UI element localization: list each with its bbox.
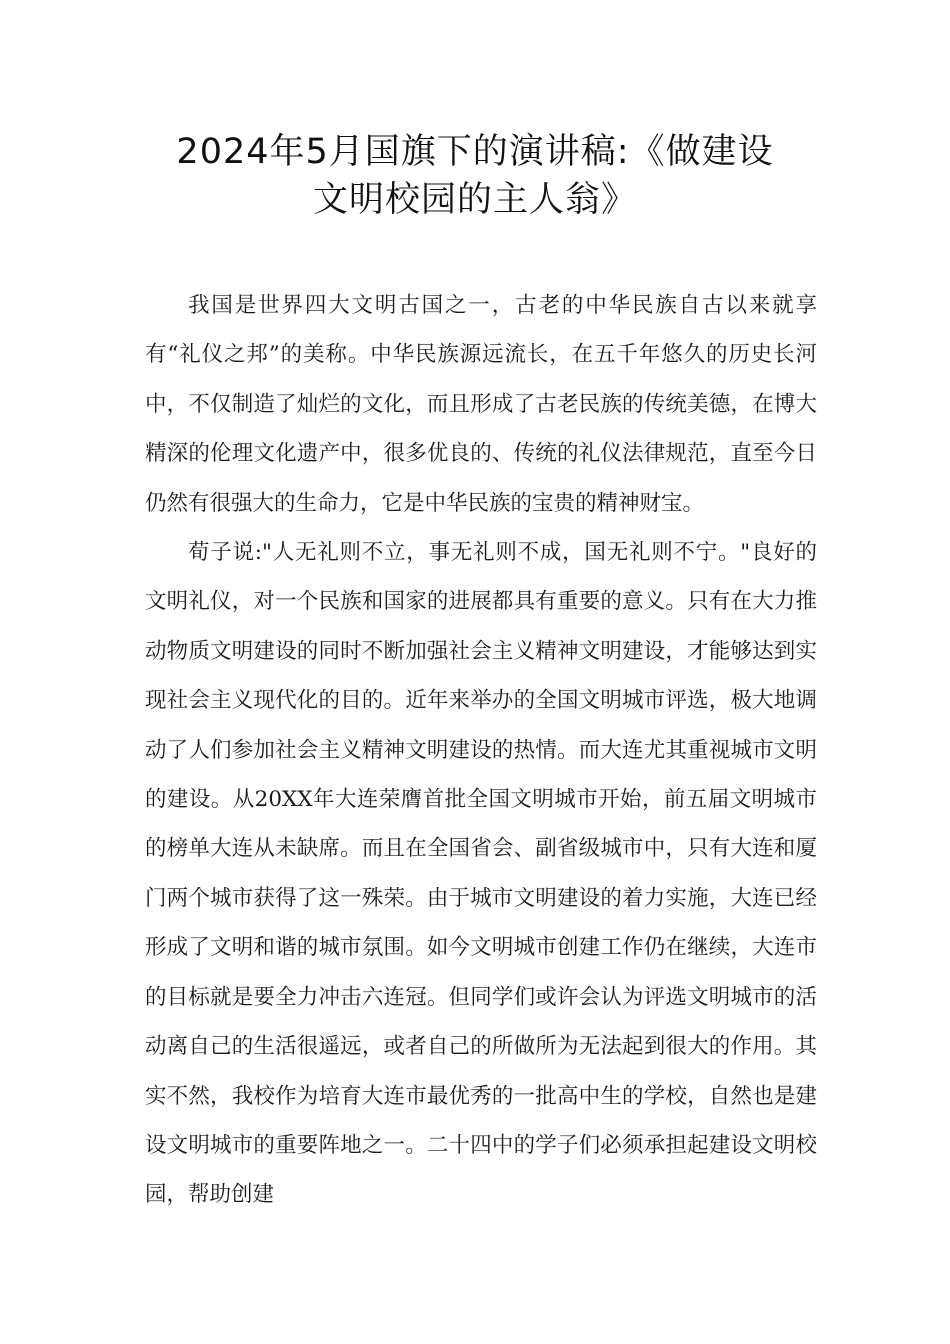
paragraph-1: 我国是世界四大文明古国之一，古老的中华民族自古以来就享有“礼仪之邦”的美称。中华民族源远流长，在五千年悠久的历史长河中，不仅制造了灿烂的文化，而且形成了古老民族的传统美德，在博大精深的伦理文化遗产中，很多优良的、传统的礼仪法律规范，直至今日仍然有很强大的生命力，它是中华民族的宝贵的精神财宝。 xyxy=(145,293,817,516)
document-title xyxy=(100,128,850,224)
document-body xyxy=(145,281,817,1220)
title-line-2: 文明校园的主人翁》 xyxy=(312,180,637,220)
paragraph-2: 荀子说:"人无礼则不立，事无礼则不成，国无礼则不宁。"良好的文明礼仪，对一个民族和国家的进展都具有重要的意义。只有在大力推动物质文明建设的同时不断加强社会主义精神文明建设，才能够达到实现社会主义现代化的目的。近年来举办的全国文明城市评选，极大地调动了人们参加社会主义精神文明建设的热情。而大连尤其重视城市文明的建设。从20XX年大连荣膺首批全国文明城市开始，前五届文明城市的榜单大连从未缺席。而且在全国省会、副省级城市中，只有大连和厦门两个城市获得了这一殊荣。由于城市文明建设的着力实施，大连已经形成了文明和谐的城市氛围。如今文明城市创建工作仍在继续，大连市的目标就是要全力冲击六连冠。但同学们或许会认为评选文明城市的活动离自己的生活很遥远，或者自己的所做所为无法起到很大的作用。其实不然，我校作为培育大连市最优秀的一批高中生的学校，自然也是建设文明城市的重要阵地之一。二十四中的学子们必须承担起建设文明校园，帮助创建 xyxy=(145,540,817,1208)
title-line-1: 2024年5月国旗下的演讲稿:《做建设 xyxy=(176,132,774,172)
